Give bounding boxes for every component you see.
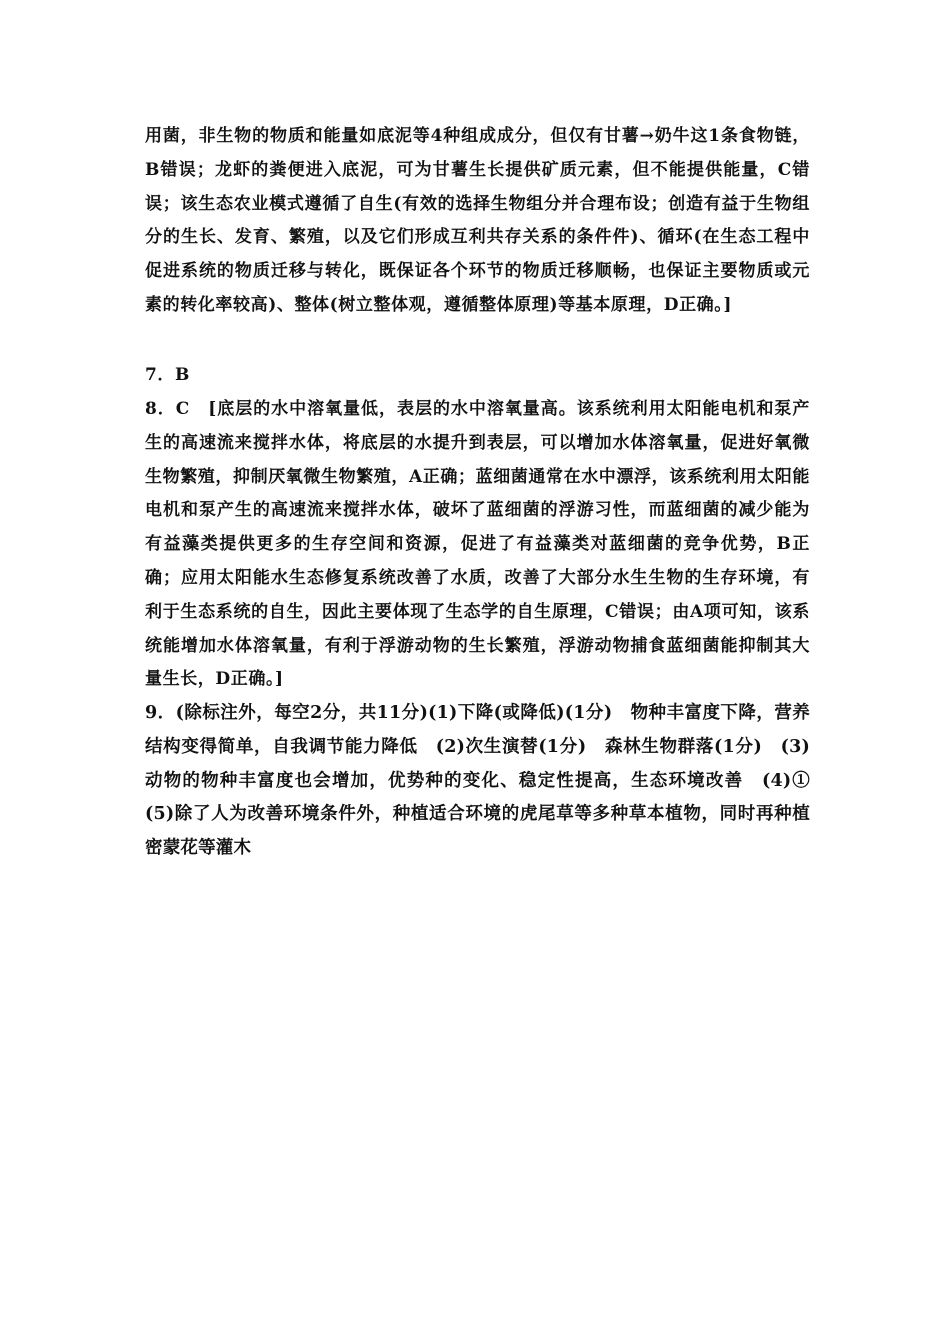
answer-6-continuation: 用菌，非生物的物质和能量如底泥等4种组成成分，但仅有甘薯→奶牛这1条食物链，B错误；龙虾的粪便进入底泥，可为甘薯生长提供矿质元素，但不能提供能量，C错误；该生态农业模式遵循了自生(有效的选择生物组分并合理布设；创造有益于生物组分的生长、发育、繁殖，以及它们形成互利共存关系的条件件)、循环(在生态工程中促进系统的物质迁移与转化，既保证各个环节的物质迁移顺畅，也保证主要物质或元素的转化率较高)、整体(树立整体观，遵循整体原理)等基本原理，D正确。] <box>145 126 810 315</box>
answer-8: 8．C [底层的水中溶氧量低，表层的水中溶氧量高。该系统利用太阳能电机和泵产生的高速流来搅拌水体，将底层的水提升到表层，可以增加水体溶氧量，促进好氧微生物繁殖，抑制厌氧微生物繁殖，A正确；蓝细菌通常在水中漂浮，该系统利用太阳能电机和泵产生的高速流来搅拌水体，破坏了蓝细菌的浮游习性，而蓝细菌的减少能为有益藻类提供更多的生存空间和资源，促进了有益藻类对蓝细菌的竞争优势，B正确；应用太阳能水生态修复系统改善了水质，改善了大部分水生生物的生存环境，有利于生态系统的自生，因此主要体现了生态学的自生原理，C错误；由A项可知，该系统能增加水体溶氧量，有利于浮游动物的生长繁殖，浮游动物捕食蓝细菌能抑制其大量生长，D正确。] <box>145 399 810 690</box>
answer-7: 7．B <box>145 365 190 385</box>
answer-9: 9．(除标注外，每空2分，共11分)(1)下降(或降低)(1分) 物种丰富度下降，营养结构变得简单，自我调节能力降低 (2)次生演替(1分) 森林生物群落(1分) (3)动物的物种丰富度也会增加，优势种的变化、稳定性提高，生态环境改善 (4)① (5)除了人为改善环境条件外，种植适合环境的虎尾草等多种草本植物，同时再种植密蒙花等灌木 <box>145 703 828 859</box>
